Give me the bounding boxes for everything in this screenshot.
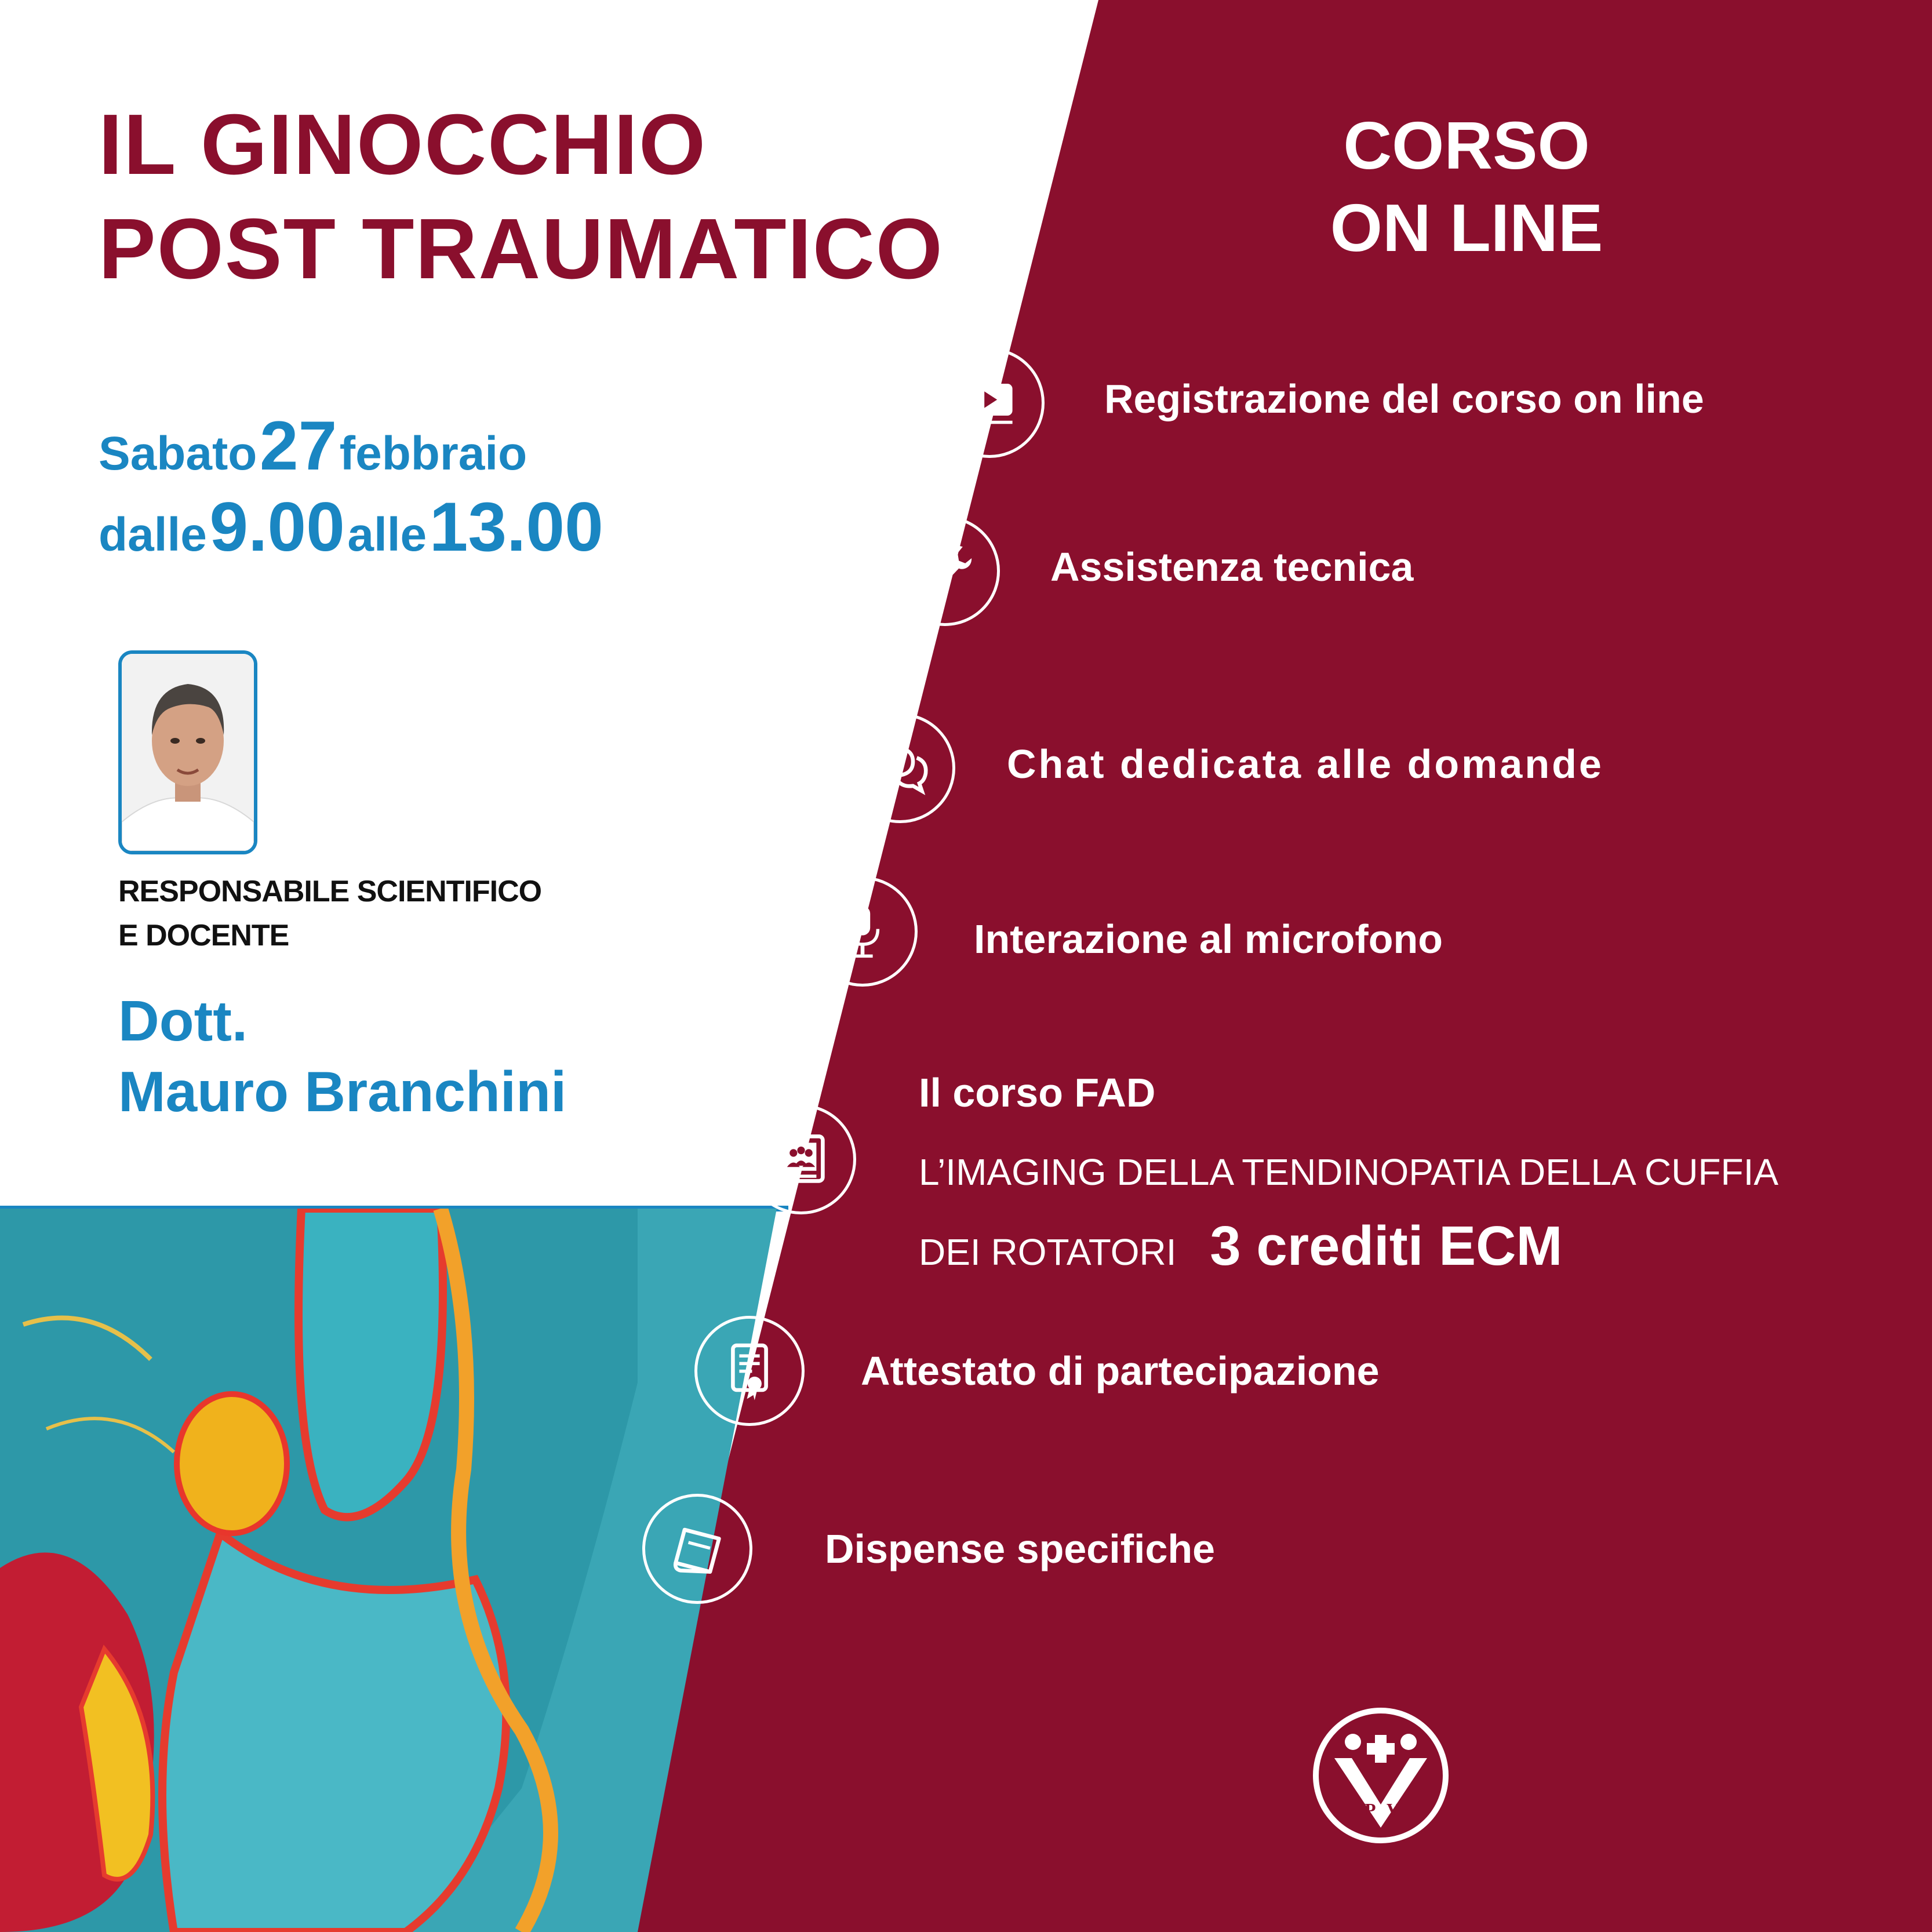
speaker-role [118,869,541,958]
book-icon [642,1494,752,1604]
organization-logo-icon [1311,1706,1450,1845]
start-time: 9.00 [209,488,345,566]
svg-text:P: P [1365,1799,1376,1820]
event-title [99,93,944,301]
speaker-name-block [118,985,566,1127]
feature-label-certificate: Attestato di partecipazione [861,1348,1380,1393]
end-time: 13.00 [429,488,603,566]
feature-label-assistance: Assistenza tecnica [1050,544,1414,590]
fad-subtitle-line-1: L’IMAGING DELLA TENDINOPATIA DELLA CUFFIA [919,1151,1779,1193]
fad-subtitle-line-2-block [919,1214,1562,1278]
speaker-title: Dott. [118,989,248,1053]
event-time [99,487,603,567]
speaker-photo [118,650,257,854]
feature-label-handouts: Dispense specifiche [825,1526,1216,1571]
course-heading [1264,104,1669,269]
fad-subtitle-line-2: DEI ROTATORI [919,1231,1177,1273]
certificate-icon [694,1316,805,1426]
from-label: dalle [99,508,207,561]
feature-label-chat: Chat dedicata alle domande [1007,741,1604,787]
feature-label-fad: Il corso FAD [919,1070,1156,1115]
feature-label-recording: Registrazione del corso on line [1104,376,1704,421]
course-heading-line-2: ON LINE [1330,190,1603,265]
day-label: Sabato [99,427,257,480]
wrench-icon [890,516,1000,626]
fad-credits: 3 crediti ECM [1210,1215,1563,1277]
video-play-icon [934,348,1045,458]
month-label: febbraio [339,427,527,480]
presentation-icon [746,1104,856,1214]
role-line-2: E DOCENTE [118,919,289,952]
title-line-2: POST TRAUMATICO [99,201,944,297]
svg-text:V: V [1387,1799,1400,1820]
day-number: 27 [259,407,337,485]
microphone-icon [807,876,918,987]
to-label: alle [347,508,427,561]
role-line-1: RESPONSABILE SCIENTIFICO [118,875,542,908]
title-line-1: IL GINOCCHIO [99,97,707,192]
speaker-name: Mauro Branchini [118,1060,567,1123]
event-date [99,406,527,486]
feature-label-microphone: Interazione al microfono [974,916,1443,962]
speaker-portrait-icon [122,654,254,851]
course-heading-line-1: CORSO [1343,108,1590,183]
chat-bubbles-icon [845,713,955,823]
